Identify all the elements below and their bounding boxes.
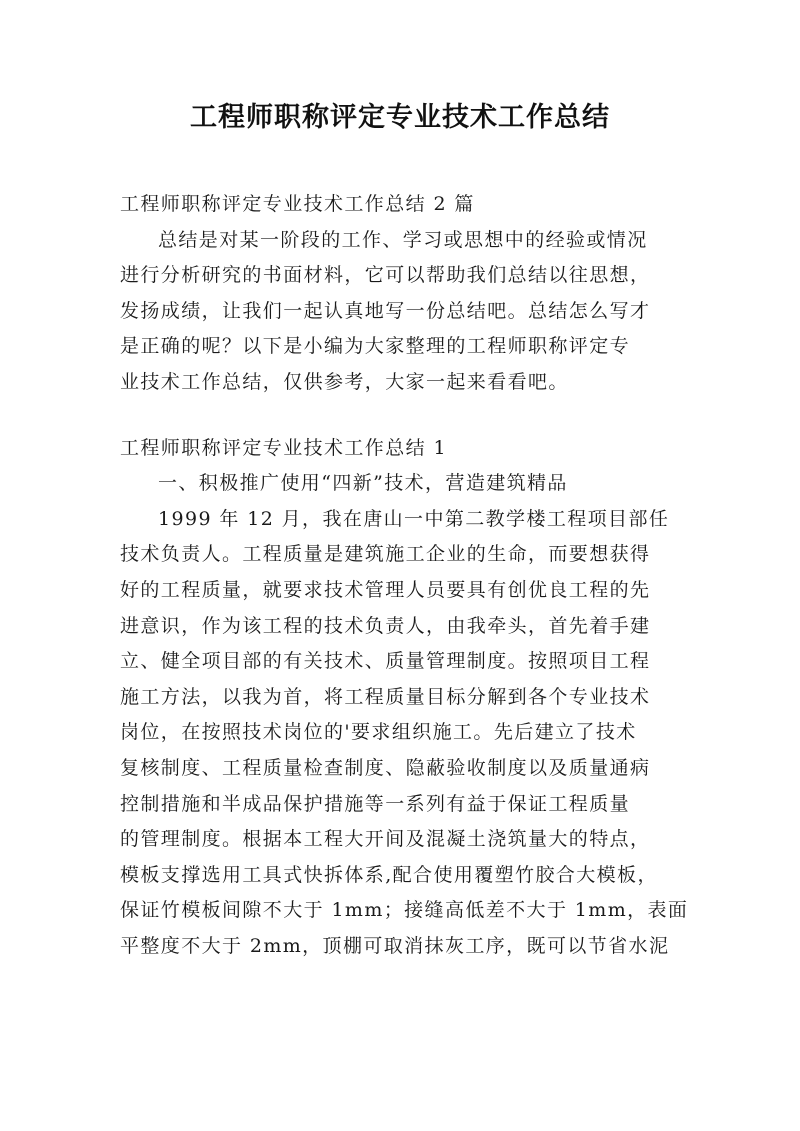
section-line: 控制措施和半成品保护措施等一系列有益于保证工程质量 [120,792,631,815]
intro-line: 是正确的呢？以下是小编为大家整理的工程师职称评定专 [120,335,631,358]
section-line: 进意识，作为该工程的技术负责人，由我牵头，首先着手建 [120,614,651,637]
section-line: 1999 年 12 月，我在唐山一中第二教学楼工程项目部任 [158,507,670,530]
intro-line: 发扬成绩，让我们一起认真地写一份总结吧。总结怎么写才 [120,299,651,322]
section-line: 保证竹模板间隙不大于 1mm；接缝高低差不大于 1mm，表面 [120,899,689,922]
document-subtitle: 工程师职称评定专业技术工作总结 2 篇 [120,193,475,215]
section-line: 岗位，在按照技术岗位的'要求组织施工。先后建立了技术 [120,721,637,744]
section-line: 好的工程质量，就要求技术管理人员要具有创优良工程的先 [120,578,651,601]
section-line: 的管理制度。根据本工程大开间及混凝土浇筑量大的特点， [120,828,651,851]
section-title: 工程师职称评定专业技术工作总结 1 [120,436,447,459]
section-line: 技术负责人。工程质量是建筑施工企业的生命，而要想获得 [120,543,651,566]
intro-line: 总结是对某一阶段的工作、学习或思想中的经验或情况 [158,228,648,251]
section-line: 复核制度、工程质量检查制度、隐蔽验收制度以及质量通病 [120,756,651,779]
section-line: 平整度不大于 2mm，顶棚可取消抹灰工序，既可以节省水泥 [120,934,670,957]
intro-paragraph [120,223,690,401]
section-line: 立、健全项目部的有关技术、质量管理制度。按照项目工程 [120,650,651,673]
document-title: 工程师职称评定专业技术工作总结 [190,102,610,133]
section-heading: 一、积极推广使用“四新”技术，营造建筑精品 [158,472,568,495]
section-line: 施工方法，以我为首，将工程质量目标分解到各个专业技术 [120,685,651,708]
intro-line: 进行分析研究的书面材料，它可以帮助我们总结以往思想， [120,264,651,287]
section-line: 模板支撑选用工具式快拆体系,配合使用覆塑竹胶合大模板， [120,863,658,886]
document-body [120,187,690,964]
paragraph-spacer [120,401,690,431]
intro-line: 业技术工作总结，仅供参考，大家一起来看看吧。 [120,370,569,393]
section-paragraph [120,502,690,965]
